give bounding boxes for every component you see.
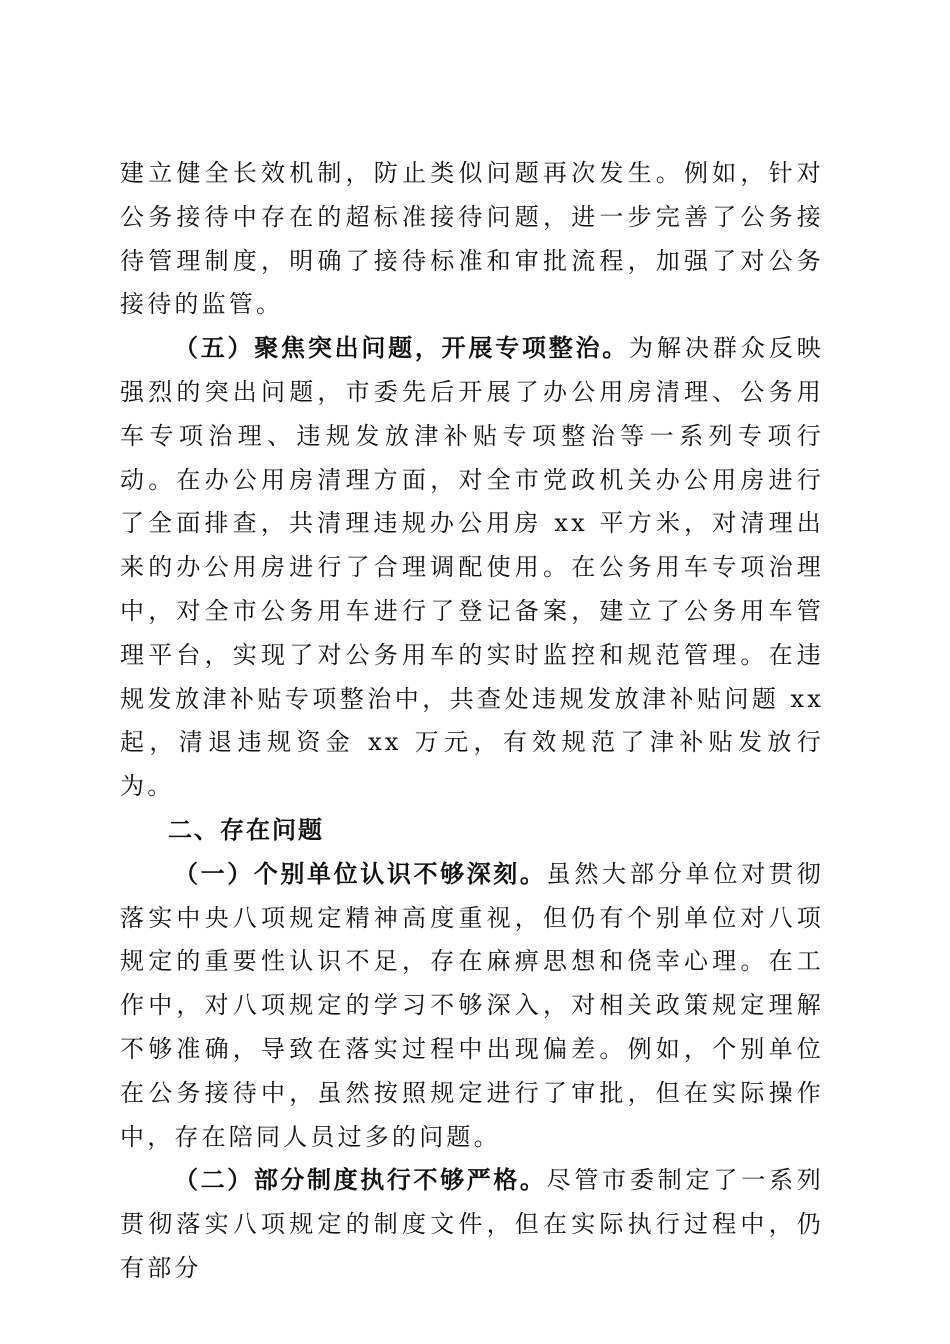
paragraph-3-body: 虽然大部分单位对贯彻落实中央八项规定精神高度重视，但仍有个别单位对八项规定的重要性认识不足，存在麻痹思想和侥幸心理。在工作中，对八项规定的学习不够深入，对相关政策规定理解不够准确，导致在落实过程中出现偏差。例如，个别单位在公务接待中，虽然按照规定进行了审批，但在实际操作中，存在陪同人员过多的问题。: [120, 859, 825, 1151]
section-heading-2: 二、存在问题: [168, 815, 324, 844]
paragraph-2-body: 为解决群众反映强烈的突出问题，市委先后开展了办公用房清理、公务用车专项治理、违规发放津补贴专项整治等一系列专项行动。在办公用房清理方面，对全市党政机关办公用房进行了全面排查，共清理违规办公用房 xx 平方米，对清理出来的办公用房进行了合理调配使用。在公务用车专项治理中，对全市公务用车进行了登记备案，建立了公务用车管理平台，实现了对公务用车的实时监控和规范管理。在违规发放津补贴专项整治中，共查处违规发放津补贴问题 xx 起，清退违规资金 xx 万元，有效规范了津补贴发放行为。: [120, 334, 825, 801]
paragraph-2-heading: （五）聚焦突出问题，开展专项整治。: [174, 334, 630, 363]
paragraph-3: [120, 853, 824, 1160]
paragraph-3-heading: （一）个别单位认识不够深刻。: [174, 859, 547, 888]
paragraph-1: 建立健全长效机制，防止类似问题再次发生。例如，针对公务接待中存在的超标准接待问题，进一步完善了公务接待管理制度，明确了接待标准和审批流程，加强了对公务接待的监管。: [120, 159, 824, 319]
paragraph-2: [120, 327, 824, 809]
paragraph-4: [120, 1159, 824, 1290]
document-body: [120, 152, 824, 1291]
paragraph-4-heading: （二）部分制度执行不够严格。: [174, 1166, 547, 1195]
paragraph-4-body: 尽管市委制定了一系列贯彻落实八项规定的制度文件，但在实际执行过程中，仍有部分: [120, 1166, 825, 1282]
